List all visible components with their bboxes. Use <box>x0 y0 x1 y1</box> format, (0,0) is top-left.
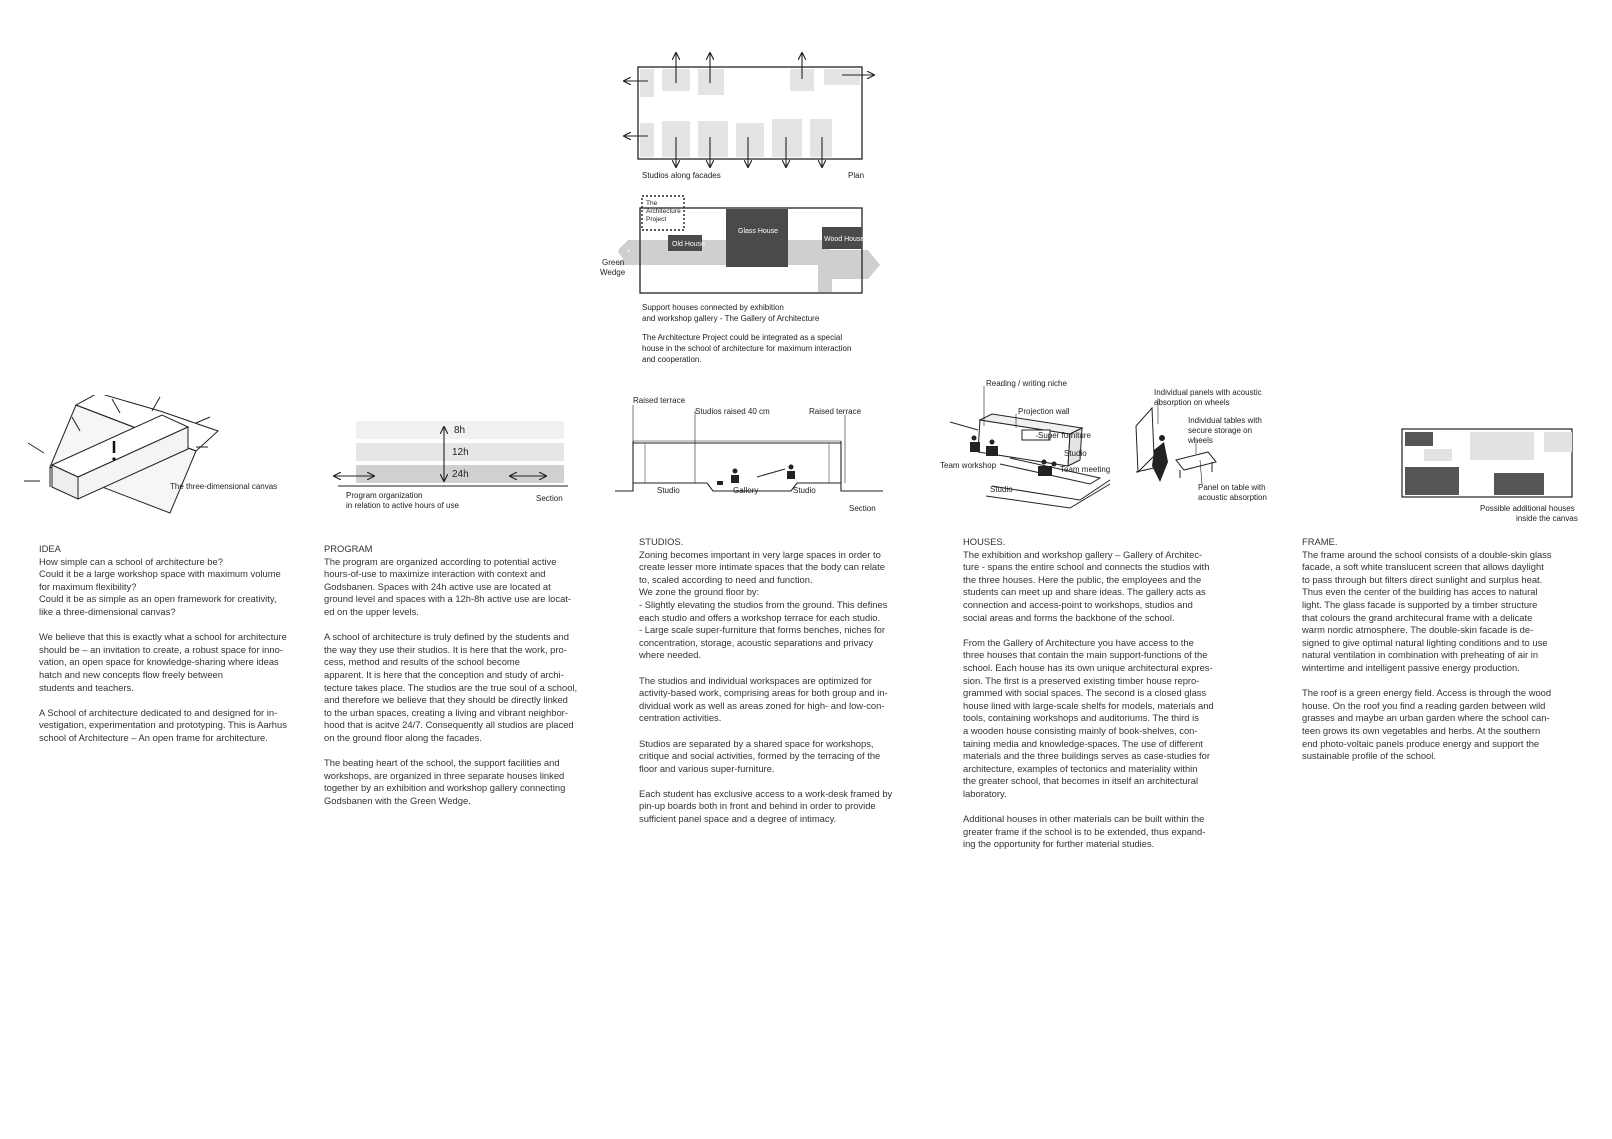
houses-text-line: ture - spans the entire school and connects the studios with <box>963 561 1210 573</box>
idea-paragraph <box>39 631 319 694</box>
idea-text-line: students and teachers. <box>39 681 134 693</box>
label-12h: 12h <box>452 447 469 458</box>
program-text-line: together by an exhibition and workshop gallery connecting <box>324 782 566 794</box>
idea-paragraph <box>39 707 319 745</box>
program-paragraph <box>324 631 604 744</box>
frame-text-line: wintertime and intelligent passive energy production. <box>1302 661 1520 673</box>
frame-text-line: teen grows its own vegetables and herbs. At the southern <box>1302 724 1541 736</box>
tables-label-3: wheels <box>1188 436 1213 445</box>
studios-text-line: Studios are separated by a shared space for workshops, <box>639 737 874 749</box>
frame-heading: FRAME. <box>1302 536 1338 547</box>
super-furniture-label: Super furniture <box>1038 431 1091 440</box>
team-meeting-label: Team meeting <box>1060 465 1111 474</box>
studios-heading: STUDIOS. <box>639 536 684 547</box>
studios-paragraph <box>639 549 919 662</box>
people-figures <box>717 465 795 486</box>
zoning-caption-1a: Support houses connected by exhibition <box>642 303 784 312</box>
studio-a-label: Studio <box>1064 449 1087 458</box>
frame-text-line: house. On the roof you find a reading garden between wild <box>1302 699 1546 711</box>
idea-column <box>39 543 319 757</box>
studios-text-line: centration activities. <box>639 712 722 724</box>
frame-caption-2: inside the canvas <box>1516 514 1578 523</box>
studios-text-line: concentration, storage, acoustic separations and privacy <box>639 636 873 648</box>
program-text-line: The program are organized according to potential active <box>324 555 557 567</box>
wood-house-label: Wood House <box>824 236 865 243</box>
program-text-line: The beating heart of the school, the support facilities and <box>324 757 560 769</box>
frame-text-line: sustainable profile of the school. <box>1302 750 1436 762</box>
studios-text-line: Zoning becomes important in very large spaces in order to <box>639 548 881 560</box>
studios-paragraph <box>639 788 919 826</box>
reading-niche-label: Reading / writing niche <box>986 380 1067 388</box>
frame-text-line: natural ventilation in combination with preheating of air in <box>1302 649 1539 661</box>
idea-heading: IDEA <box>39 543 61 554</box>
gallery-label: Gallery <box>733 486 759 495</box>
studios-text-line: pin-up boards both in front and behind in order to provide <box>639 800 876 812</box>
program-text-line: cess, method and results of the school become <box>324 656 520 668</box>
studios-text-line: sufficient panel space and a degree of intimacy. <box>639 813 837 825</box>
panels-label-1: Individual panels with acoustic <box>1154 388 1262 397</box>
label-24h: 24h <box>452 469 469 480</box>
zoning-caption-2c: and cooperation. <box>642 355 702 364</box>
program-text-line: ed on the upper levels. <box>324 605 419 617</box>
program-diagram <box>330 415 590 515</box>
idea-text-line: Could it be as simple as an open framework for creativity, <box>39 593 277 605</box>
houses-paragraph <box>963 813 1243 851</box>
storage-table <box>1176 452 1216 470</box>
frame-text-line: warm nordic atmosphere. The double-skin facade is de- <box>1302 624 1534 636</box>
zoning-caption-2a: The Architecture Project could be integrated as a special <box>642 333 843 342</box>
studios-paragraph <box>639 738 919 776</box>
studios-text-line: We zone the ground floor by: <box>639 586 760 598</box>
houses-column <box>963 536 1243 863</box>
program-paragraph <box>324 757 604 807</box>
plan-right-caption: Plan <box>848 171 865 180</box>
program-heading: PROGRAM <box>324 543 373 554</box>
frame-text-line: The roof is a green energy field. Access is through the wood <box>1302 687 1552 699</box>
program-text-line: the way they use their studios. It is here that the work, pro- <box>324 643 567 655</box>
studios-text-line: to, scaled according to need and function. <box>639 573 813 585</box>
houses-paragraph <box>963 549 1243 625</box>
houses-text-line: connection and access-point to workshops, studios and <box>963 598 1193 610</box>
idea-text-line: How simple can a school of architecture be? <box>39 555 223 567</box>
panel-table-label-2: acoustic absorption <box>1198 493 1267 502</box>
program-text-line: A school of architecture is truly defined by the students and <box>324 631 569 643</box>
acoustic-panel <box>1136 408 1154 472</box>
houses-text-line: house lined with large-scale shelfs for models, materials and <box>963 699 1214 711</box>
frame-text-line: light. The glass facade is supported by a timber structure <box>1302 598 1538 610</box>
green-wedge-label-2: Wedge <box>600 268 626 277</box>
canvas-box-diagram <box>20 395 300 520</box>
idea-text-line: Could it be a large workshop space with maximum volume <box>39 568 281 580</box>
glass-house-label: Glass House <box>738 228 779 235</box>
project-label-3: Project <box>646 216 667 223</box>
frame-caption-1: Possible additional houses <box>1480 504 1575 513</box>
studios-text-line: create lesser more intimate spaces that the body can relate <box>639 561 885 573</box>
houses-text-line: grammed with social spaces. The second is a closed glass <box>963 687 1207 699</box>
idea-text-line: should be – an invitation to create, a robust space for inno- <box>39 643 283 655</box>
houses-text-line: the three houses. Here the public, the employees and the <box>963 573 1202 585</box>
section-diagram <box>615 395 905 520</box>
frame-paragraph <box>1302 687 1582 763</box>
program-text-line: and therefore we believe that they should be directly linked <box>324 694 568 706</box>
frame-paragraph <box>1302 549 1582 675</box>
houses-text-line: the greater school, that becomes in itself an architectural <box>963 775 1199 787</box>
houses-text-line: materials and the three buildings serves as case-studies for <box>963 750 1211 762</box>
program-section-label: Section <box>536 494 563 503</box>
frame-text-line: Thus even the center of the building has acces to natural <box>1302 586 1538 598</box>
projection-wall-label: Projection wall <box>1018 407 1070 416</box>
team-workshop-label: Team workshop <box>940 461 997 470</box>
studios-text-line: dividual work as well as areas zoned for high- and low-con- <box>639 699 885 711</box>
frame-text-line: end photo-voltaic panels produce energy and support the <box>1302 737 1540 749</box>
idea-paragraph <box>39 556 319 619</box>
idea-text-line: like a three-dimensional canvas? <box>39 605 176 617</box>
houses-text-line: school. Each house has its own unique architectural expres- <box>963 661 1213 673</box>
houses-text-line: sion. The first is a preserved existing timber house repro- <box>963 674 1200 686</box>
program-text-line: Godsbanen. Spaces with 24h active use are located at <box>324 580 551 592</box>
program-caption-2: in relation to active hours of use <box>346 501 459 510</box>
panels-label-2: absorption on wheels <box>1154 398 1230 407</box>
studio-b-label: Studio <box>990 485 1013 494</box>
program-text-line: on the ground floor along the facades. <box>324 731 482 743</box>
studios-paragraph <box>639 675 919 725</box>
studios-text-line: where needed. <box>639 649 702 661</box>
frame-text-line: that colours the grand architecural frame with a delicate <box>1302 611 1533 623</box>
studios-text-line: critique and social activities, formed by the terracing of the <box>639 750 881 762</box>
houses-heading: HOUSES. <box>963 536 1006 547</box>
section-label: Section <box>849 504 876 513</box>
project-label-1: The <box>646 200 658 207</box>
studios-text-line: each studio and offers a workshop terrace for each studio. <box>639 611 881 623</box>
label-8h: 8h <box>454 425 466 436</box>
houses-text-line: Additional houses in other materials can be built within the <box>963 813 1205 825</box>
houses-text-line: tools, containing workshops and auditoriums. The third is <box>963 712 1199 724</box>
zoning-caption-2b: house in the school of architecture for maximum interaction <box>642 344 852 353</box>
frame-text-line: The frame around the school consists of a double-skin glass <box>1302 548 1552 560</box>
studios-text-line: floor and various super-furniture. <box>639 762 775 774</box>
project-label-2: Architecture <box>646 208 681 215</box>
frame-text-line: to pass through but filters direct sunlight and surplus heat. <box>1302 573 1543 585</box>
panel-table-label-1: Panel on table with <box>1198 483 1266 492</box>
studios-text-line: - Slightly elevating the studios from the ground. This defines <box>639 598 888 610</box>
program-text-line: hood that is acitve 24/7. Consequently all studios are placed <box>324 719 574 731</box>
plan-left-caption: Studios along facades <box>642 171 721 180</box>
studio-right-label: Studio <box>793 486 816 495</box>
plan-diagram <box>620 45 890 195</box>
program-text-line: to the urban spaces, creating a living and vibrant neighbor- <box>324 706 568 718</box>
houses-paragraph <box>963 637 1243 801</box>
idea-text-line: school of Architecture – An open frame for architecture. <box>39 731 268 743</box>
glass-house <box>726 209 788 267</box>
idea-text-line: hatch and new concepts flow freely between <box>39 668 223 680</box>
houses-text-line: ing the opportunity for further material studies. <box>963 838 1155 850</box>
raised-terrace-right: Raised terrace <box>809 407 862 416</box>
program-text-line: tecture takes place. The studios are the true soul of a school, <box>324 681 578 693</box>
program-text-line: apparent. It is here that the conception and study of archi- <box>324 668 564 680</box>
houses-text-line: greater frame if the school is to be extended, thus expand- <box>963 825 1206 837</box>
houses-text-line: architecture, examples of tectonics and materiality within <box>963 762 1198 774</box>
furniture-diagram <box>940 380 1300 520</box>
program-paragraph <box>324 556 604 619</box>
idea-text-line: A School of architecture dedicated to and designed for in- <box>39 706 278 718</box>
idea-text-line: for maximum flexibility? <box>39 580 137 592</box>
studio-left-label: Studio <box>657 486 680 495</box>
houses-text-line: laboratory. <box>963 787 1007 799</box>
idea-text-line: vestigation, experimentation and prototyping. This is Aarhus <box>39 719 287 731</box>
frame-text-line: grasses and maybe an urban garden where the school can- <box>1302 712 1550 724</box>
studios-column <box>639 536 919 838</box>
houses-text-line: From the Gallery of Architecture you have access to the <box>963 636 1194 648</box>
studios-text-line: Each student has exclusive access to a work-desk framed by <box>639 787 893 799</box>
program-caption-1: Program organization <box>346 491 423 500</box>
old-house-label: Old House <box>672 241 706 248</box>
program-text-line: ground level and spaces with a 12h-8h active use are locat- <box>324 593 572 605</box>
plan-studios-bottom <box>640 119 832 157</box>
studios-raised: Studios raised 40 cm <box>695 407 770 416</box>
zoning-caption-1b: and workshop gallery - The Gallery of Architecture <box>642 314 820 323</box>
houses-text-line: three houses that contain the main support-functions of the <box>963 649 1208 661</box>
studios-text-line: - Large scale super-furniture that forms benches, niches for <box>639 624 885 636</box>
frame-text-line: signed to give optimal natural lighting conditions and to use <box>1302 636 1548 648</box>
studios-text-line: The studios and individual workspaces are optimized for <box>639 674 872 686</box>
tables-label-1: Individual tables with <box>1188 416 1262 425</box>
houses-text-line: students can meet up and share ideas. The gallery acts as <box>963 586 1206 598</box>
frame-column <box>1302 536 1582 775</box>
zoning-diagram <box>600 195 900 375</box>
houses-text-line: social areas and forms the backbone of the school. <box>963 611 1175 623</box>
idea-text-line: We believe that this is exactly what a school for architecture <box>39 631 287 643</box>
houses-text-line: a wooden house consisting mainly of book-shelves, con- <box>963 724 1198 736</box>
program-text-line: workshops, are organized in three separate houses linked <box>324 769 565 781</box>
canvas-caption: The three-dimensional canvas <box>170 482 278 491</box>
program-text-line: Godsbanen with the Green Wedge. <box>324 794 471 806</box>
frame-text-line: facade, a soft white translucent screen that allows daylight <box>1302 561 1544 573</box>
frame-diagram <box>1398 425 1578 525</box>
houses-text-line: taining media and knowledge-spaces. The use of different <box>963 737 1203 749</box>
tables-label-2: secure storage on <box>1188 426 1253 435</box>
houses-text-line: The exhibition and workshop gallery – Gallery of Architec- <box>963 548 1203 560</box>
raised-terrace-left: Raised terrace <box>633 396 686 405</box>
studios-text-line: activity-based work, comprising areas for both group and in- <box>639 687 888 699</box>
idea-text-line: vation, an open space for knowledge-sharing where ideas <box>39 656 279 668</box>
program-column <box>324 543 604 820</box>
plan-studios-top <box>640 69 860 97</box>
green-wedge-label-1: Green <box>602 258 625 267</box>
program-text-line: hours-of-use to maximize interaction with context and <box>324 568 546 580</box>
